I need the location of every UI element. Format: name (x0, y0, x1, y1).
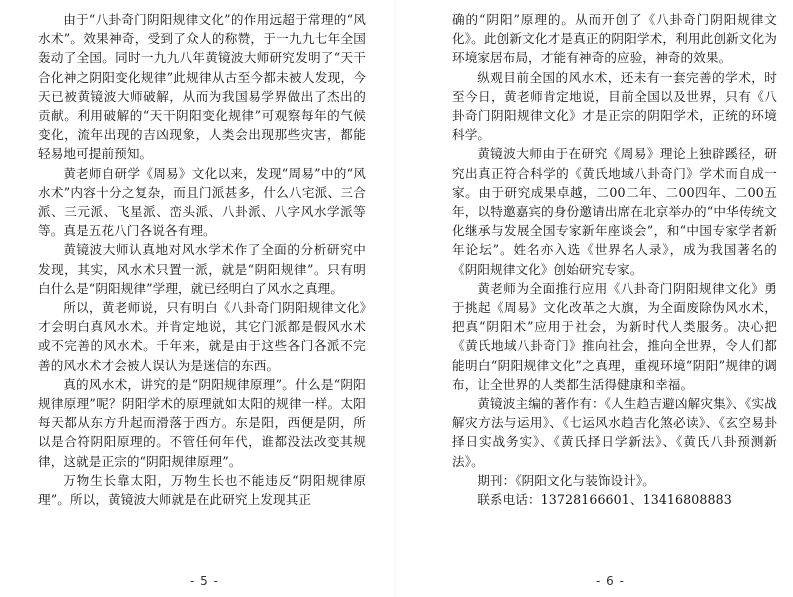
book-gutter (395, 0, 396, 597)
left-paragraph-6: 万物生长靠太阳，万物生长也不能违反“阴阳规律原理”。所以，黄镜波大师就是在此研究上发现其正 (38, 472, 366, 508)
left-paragraph-4: 所以，黄老师说，只有明白《八卦奇门阴阳规律文化》才会明白真风水术。并肯定地说，其它门派都是假风水术或不完善的风水术。千年来，就是由于这些各门各派不完善的风水术才会被人误认为是迷信的东西。 (38, 300, 366, 373)
left-paragraph-1: 由于“八卦奇门阴阳规律文化”的作用远超于常理的“风水术”。效果神奇，受到了众人的称赞，于一九九七年全国轰动了全国。同时一九九八年黄镜波大师研究发明了“天干合化神之阴阳变化规律”此规律从古至今都未被人发现，今天已被黄镜波大师破解，从而为我国易学界做出了杰出的贡献。利用破解的“天干阴阳变化规律”可观察每年的气候变化，流年出现的吉凶现象，人类会出现那些灾害，都能轻易地可提前预知。 (38, 12, 366, 162)
right-page-number: - 6 - (596, 574, 625, 588)
right-paragraph-6: 期刊：《阴阳文化与装饰设计》。 (477, 472, 655, 488)
right-paragraph-2: 纵观目前全国的风水术，还未有一套完善的学术，时至今日，黄老师肯定地说，目前全国以及世界，只有《八卦奇门阴阳规律文化》才是正宗的阴阳学术，正统的环境科学。 (452, 69, 777, 143)
right-paragraph-3: 黄镜波大师由于在研究《周易》理论上独辟蹊径，研究出真正符合科学的《黄氏地域八卦奇门》学术而自成一家。由于研究成果卓越，二00二年、二00四年、二00五年，以特邀嘉宾的身份邀请出席在北京举办的“中华传统文化继承与发展全国专家新年座谈会”，和“中国专家学者新年论坛”。姓名亦入选《世界名人录》，成为我国著名的《阴阳规律文化》创始研究专家。 (452, 146, 777, 277)
left-paragraph-3: 黄镜波大师认真地对风水学术作了全面的分析研究中发现，其实，风水术只置一派，就是“阴阳规律”。只有明白什么是“阴阳规律”学理，就已经明白了风水之真理。 (38, 242, 366, 296)
left-page-number: - 5 - (190, 574, 219, 588)
right-paragraph-1: 确的“阴阳”原理的。从而开创了《八卦奇门阴阳规律文化》。此创新文化才是真正的阴阳学术，利用此创新文化为环境家居布局，才能有神奇的应验，神奇的效果。 (452, 12, 777, 66)
left-page (38, 10, 366, 570)
right-paragraph-5: 黄镜波主编的著作有：《人生趋吉避凶解灾集》、《实战解灾方法与运用》、《七运风水趋吉化煞必读》、《玄空易卦择日实战务实》、《黄氏择日学新法》、《黄氏八卦预测新法》。 (452, 396, 777, 469)
left-paragraph-5: 真的风水术，讲究的是“阴阳规律原理”。什么是“阴阳规律原理”呢？阴阳学术的原理就如太阳的规律一样。太阳每天都从东方升起而滑落于西方。东是阳，西便是阴，所以是合符阴阳原理的。不管任何年代，谁都没法改变其规律，这就是正宗的“阴阳规律原理”。 (38, 376, 366, 469)
right-paragraph-7: 联系电话：13728166601、13416808883 (477, 492, 732, 508)
left-paragraph-2: 黄老师自研学《周易》文化以来，发现“周易”中的“风水术”内容十分之复杂，而且门派甚多，什么八宅派、三合派、三元派、飞星派、峦头派、八卦派、八字风水学派等等。真是五花八门各说各有理。 (38, 165, 366, 239)
right-page (452, 10, 777, 570)
right-paragraph-4: 黄老师为全面推行应用《八卦奇门阴阳规律文化》勇于挑起《周易》文化改革之大旗，为全面废除伪风水术，把真“阴阳术”应用于社会，为新时代人类服务。决心把《黄氏地域八卦奇门》推向社会，推向全世界，令人们都能明白“阴阳规律文化”之真理，重视环境“阴阳”规律的调布，让全世界的人类都生活得健康和幸福。 (452, 280, 777, 392)
